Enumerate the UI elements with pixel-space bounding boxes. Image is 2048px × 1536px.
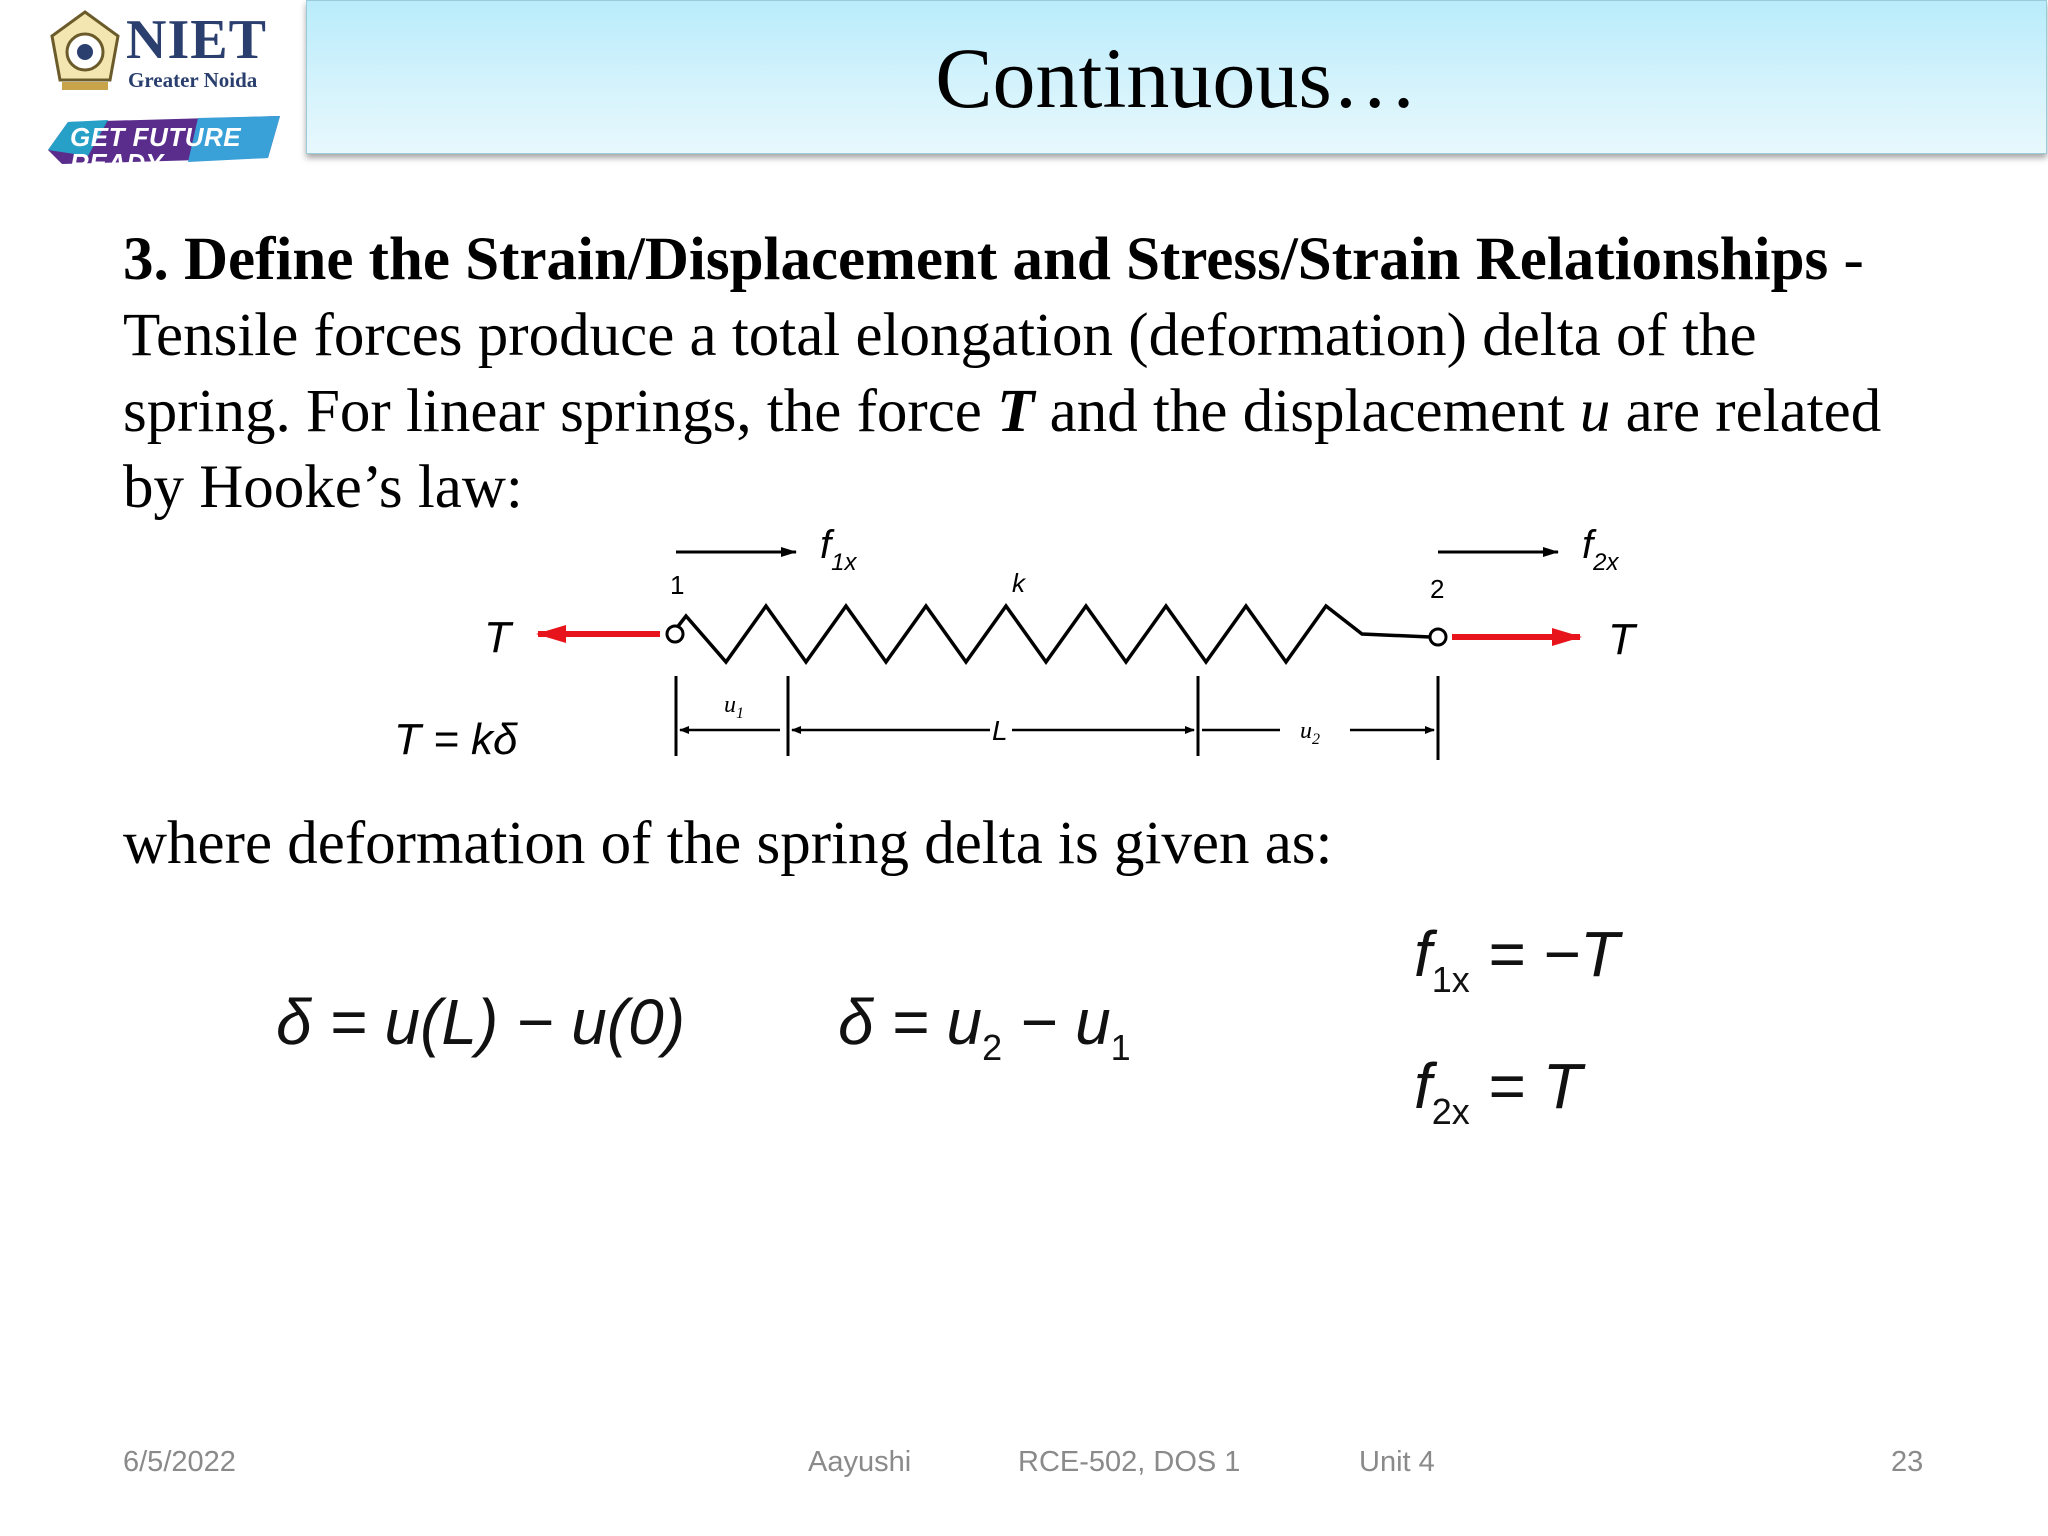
title-bar: [306, 0, 2047, 154]
hooke-law-label: T = kδ: [394, 715, 518, 764]
footer-course: RCE-502, DOS 1: [1018, 1446, 1241, 1478]
node-1-label: 1: [670, 570, 685, 600]
equation-delta-continuous: δ = u(L) − u(0): [276, 986, 686, 1058]
logo-location: Greater Noida: [128, 68, 258, 92]
spring-diagram: [380, 520, 1700, 780]
f1x-label: $f_{1x}$: [820, 523, 857, 576]
force-symbol: T: [997, 378, 1035, 445]
slide-title: Continuous…: [935, 30, 1418, 126]
spring-zigzag: [672, 606, 1430, 662]
equation-delta-nodal: $\delta = u_2 - u_1$: [838, 986, 1131, 1068]
node-1-circle: [667, 626, 683, 642]
u2-label: $u_2$: [1300, 718, 1320, 748]
u1-label: $u_1$: [724, 692, 744, 722]
logo-name: NIET: [126, 9, 267, 71]
emblem-icon: [44, 8, 126, 92]
footer-author: Aayushi: [808, 1446, 912, 1478]
equation-f2x: $f_{2x} = T$: [1414, 1050, 1582, 1132]
footer-date: 6/5/2022: [123, 1446, 236, 1478]
body-text-1: Tensile forces produce a total elongation (deformation) delta of the spring. For linear springs, the force: [123, 302, 1757, 445]
section-heading: 3. Define the Strain/Displacement and Stress/Strain Relationships: [123, 226, 1829, 293]
f2x-label: $f_{2x}$: [1582, 523, 1619, 576]
footer-unit: Unit 4: [1359, 1446, 1435, 1478]
footer-page-number: 23: [1891, 1446, 1924, 1478]
node-2-label: 2: [1430, 574, 1445, 604]
where-sentence: where deformation of the spring delta is given as:: [123, 810, 1333, 877]
equation-f1x: $f_{1x} = -T$: [1414, 918, 1620, 1000]
body-text-3: are related by Hooke’s law:: [123, 378, 1882, 521]
logo-tagline: GET FUTURE READY: [70, 122, 242, 178]
length-label: L: [992, 715, 1008, 746]
niet-logo: [44, 8, 294, 178]
node-2-circle: [1430, 629, 1446, 645]
force-label-right: T: [1608, 615, 1635, 664]
body-text-2: and the displacement: [1034, 378, 1580, 445]
heading-dash: -: [1828, 226, 1864, 293]
body-paragraph: [123, 222, 1923, 526]
stiffness-label: k: [1012, 568, 1025, 598]
displacement-symbol: u: [1579, 378, 1611, 445]
force-label-left: T: [484, 613, 511, 662]
